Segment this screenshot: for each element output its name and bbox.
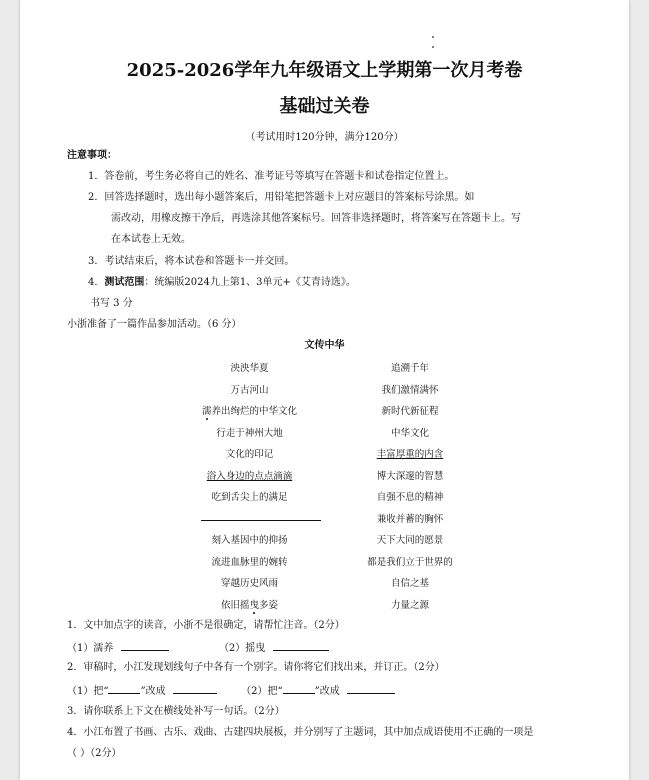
poem-title: 文传中华 — [304, 340, 345, 351]
section-intro: 小浙准备了一篇作品参加活动。（6 分） — [67, 319, 242, 330]
q2-b-label: （2）把“ — [241, 686, 283, 697]
poem-right-line: 我们激情满怀 — [381, 385, 439, 396]
poem-left-underlined: 浴入身边的点点滴滴 — [206, 471, 293, 482]
notice-item-1: 1．答卷前，考生务必将自己的姓名、准考证号等填写在答题卡和试卷指定位置上。 — [88, 171, 455, 182]
poem-right-line: 中华文化 — [390, 428, 429, 439]
q2-b-label-mid: ”改成 — [314, 686, 340, 697]
q2-a-label-mid: ”改成 — [140, 686, 166, 697]
q2-b-correct-blank[interactable] — [347, 683, 395, 694]
poem-right-line: 力量之源 — [390, 600, 429, 611]
poem-right-line: 追溯千年 — [390, 363, 429, 374]
notice-item-4-num: 4． — [88, 277, 105, 288]
notice-heading: 注意事项： — [67, 150, 117, 161]
poem-left-line: 濡养出绚烂的中华文化 — [201, 406, 298, 417]
poem-left-line: 流进血脉里的婉转 — [211, 557, 288, 568]
poem-right-line: 博大深邃的智慧 — [376, 471, 444, 482]
q2-b-wrong-blank[interactable] — [283, 683, 315, 694]
dotted-char: 曳 — [249, 600, 259, 611]
poem-left-line: 刻入基因中的抑扬 — [211, 535, 288, 546]
question-4-end: （ ）（2分） — [67, 748, 122, 759]
scan-mark — [432, 36, 434, 38]
poem-right-underlined: 丰富厚重的内含 — [376, 449, 444, 460]
poem-right-line: 都是我们立于世界的 — [367, 557, 453, 568]
dotted-char: 濡 — [201, 406, 212, 417]
notice-item-4-bold: 测试范围 — [104, 277, 145, 288]
poem-left-line: 吃到舌尖上的满足 — [211, 492, 288, 503]
notice-item-4-text: ：统编版2024九上第1、3单元+《艾青诗选》。 — [144, 277, 356, 288]
exam-title: 2025-2026学年九年级语文上学期第一次月考卷 — [126, 60, 523, 81]
question-1: 1．文中加点字的读音，小浙不是很确定，请帮忙注音。（2分） — [67, 620, 345, 631]
notice-item-4 — [88, 276, 356, 290]
notice-item-3: 3．考试结束后，将本试卷和答题卡一并交回。 — [88, 256, 295, 267]
poem-right-line: 天下大同的愿景 — [376, 535, 444, 546]
notice-item-2-cont: 需改动，用橡皮擦干净后，再选涂其他答案标号。回答非选择题时，将答案写在答题卡上。写 — [111, 213, 521, 224]
exam-subtitle: 基础过关卷 — [279, 96, 370, 117]
question-3: 3．请你联系上下文在横线处补写一句话。（2分） — [67, 706, 285, 717]
writing-score: 书写 3 分 — [90, 298, 133, 309]
question-1-answers — [67, 640, 329, 656]
q1-part-b: （2）摇曳 — [218, 643, 266, 654]
poem-left-line: 行走于神州大地 — [216, 428, 283, 439]
poem-right-line: 新时代新征程 — [381, 406, 439, 417]
q1-part-a: （1）濡养 — [67, 643, 114, 654]
question-2: 2．审稿时，小江发现划线句子中各有一个别字。请你将它们找出来，并订正。（2分） — [67, 662, 445, 673]
poem-left-line: 文化的印记 — [225, 449, 274, 460]
poem-left-line: 万古河山 — [230, 385, 269, 396]
poem-left-line: 依旧摇曳多姿 — [220, 600, 279, 611]
poem-blank-line[interactable] — [201, 520, 321, 521]
scan-mark — [432, 46, 434, 48]
q1-b-blank[interactable] — [273, 640, 329, 651]
poem-left-line: 泱泱华夏 — [230, 363, 269, 374]
q2-a-correct-blank[interactable] — [173, 683, 217, 694]
notice-item-2-end: 在本试卷上无效。 — [111, 234, 191, 245]
poem-right-line: 自信之基 — [390, 578, 429, 589]
exam-page — [20, 0, 629, 780]
question-4: 4．小江布置了书画、古乐、戏曲、古建四块展板，并分别写了主题词，其中加点成语使用不正确的一项是 — [67, 727, 534, 738]
poem-left-line: 穿越历史风雨 — [220, 578, 278, 589]
q2-a-label: （1）把“ — [67, 686, 109, 697]
notice-item-2: 2．回答选择题时，选出每小题答案后，用铅笔把答题卡上对应题目的答案标号涂黑。如 — [88, 192, 475, 203]
q2-a-wrong-blank[interactable] — [108, 683, 140, 694]
poem-right-line: 自强不息的精神 — [376, 492, 444, 503]
exam-info: （考试用时120分钟，满分120分） — [245, 132, 404, 143]
poem-right-line: 兼收并蓄的胸怀 — [376, 514, 444, 525]
q1-a-blank[interactable] — [121, 640, 169, 651]
question-2-answers — [67, 683, 395, 699]
